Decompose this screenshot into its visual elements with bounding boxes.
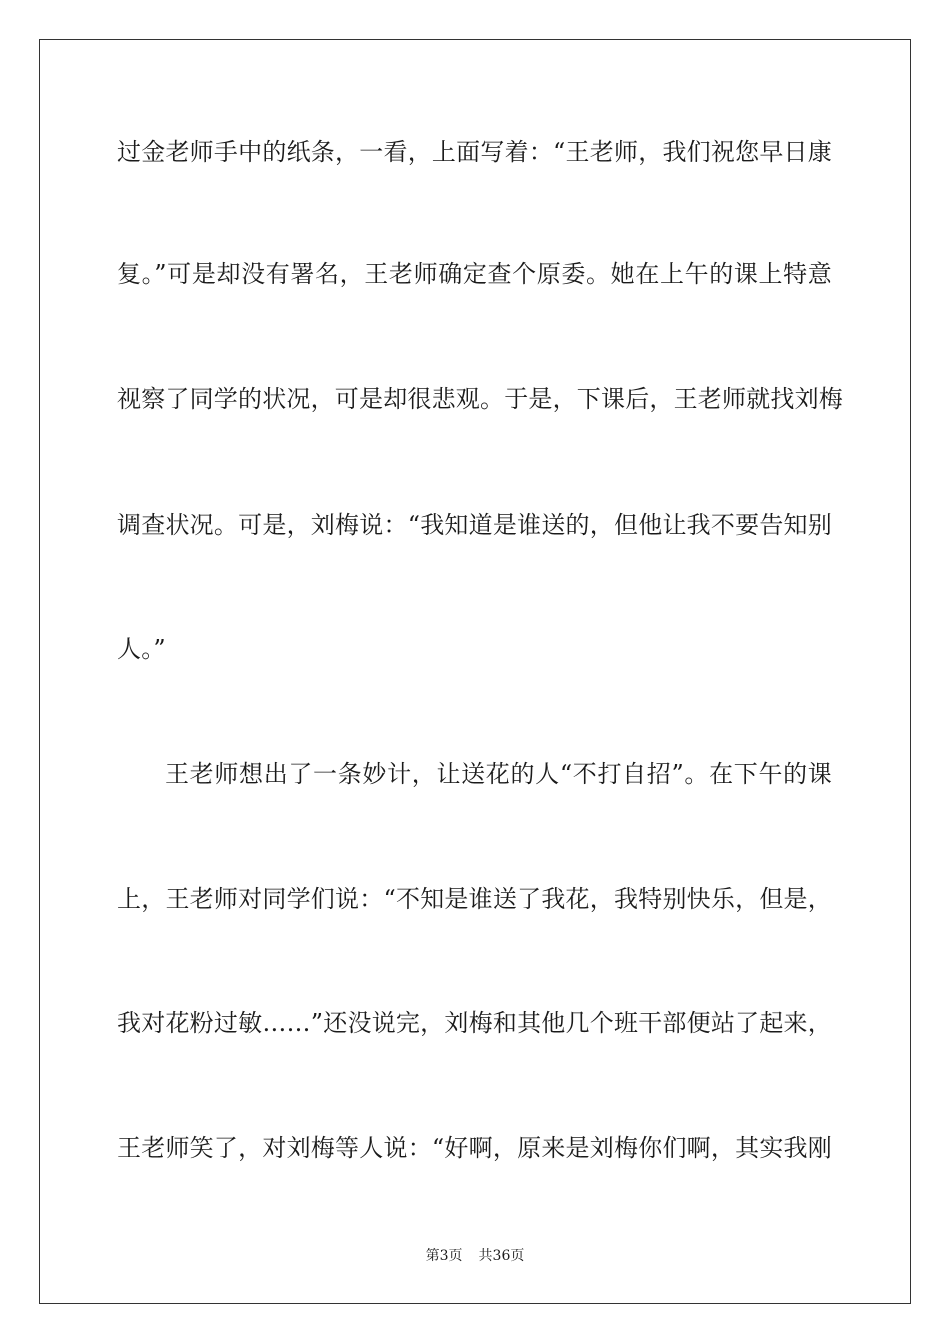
page-border	[39, 39, 911, 1304]
text-line-3: 视察了同学的状况，可是却很悲观。于是，下课后，王老师就找刘梅	[117, 385, 843, 413]
page-number: 第3页	[425, 1248, 463, 1264]
text-line-4: 调查状况。可是，刘梅说：“我知道是谁送的，但他让我不要告知别	[117, 511, 832, 539]
text-line-7: 上，王老师对同学们说：“不知是谁送了我花，我特别快乐，但是，	[117, 885, 832, 913]
page-footer	[0, 1246, 950, 1266]
text-line-5: 人。”	[117, 635, 166, 663]
total-pages: 共36页	[478, 1248, 525, 1264]
text-line-8: 我对花粉过敏……”还没说完，刘梅和其他几个班干部便站了起来，	[117, 1009, 832, 1037]
text-line-9: 王老师笑了，对刘梅等人说：“好啊，原来是刘梅你们啊，其实我刚	[117, 1134, 832, 1162]
text-line-2: 复。”可是却没有署名，王老师确定查个原委。她在上午的课上特意	[117, 260, 832, 288]
text-line-6-paragraph-start: 王老师想出了一条妙计，让送花的人“不打自招”。在下午的课	[165, 760, 832, 788]
text-line-1: 过金老师手中的纸条，一看，上面写着：“王老师，我们祝您早日康	[117, 138, 832, 166]
